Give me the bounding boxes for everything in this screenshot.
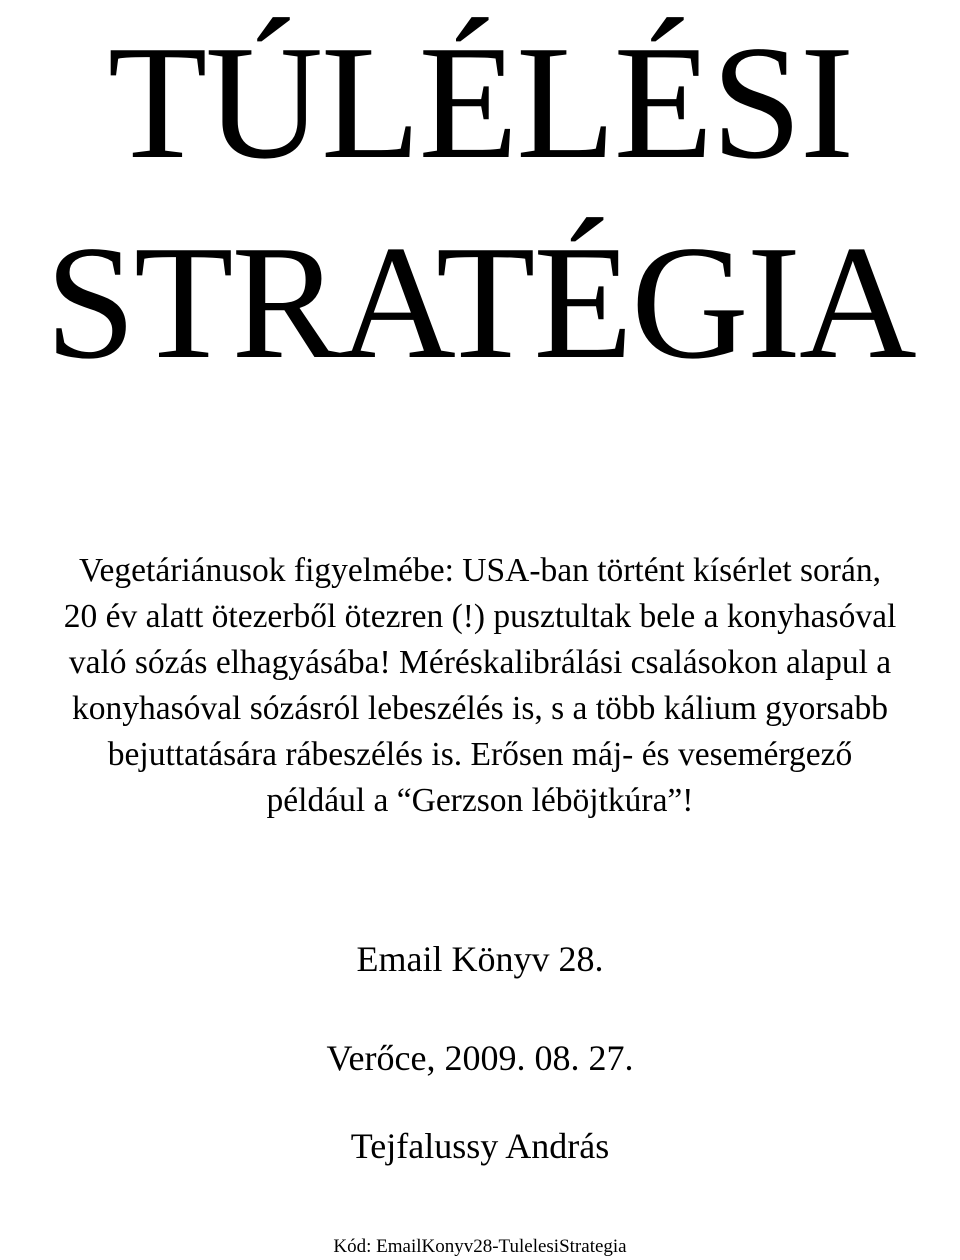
intro-line: bejuttatására rábeszélés is. Erősen máj- és vesemérgező — [107, 736, 853, 773]
intro-line: Vegetáriánusok figyelmébe: USA-ban történt kísérlet során, — [79, 552, 881, 589]
intro-line: például a “Gerzson léböjtkúra”! — [266, 782, 694, 819]
place-date: Verőce, 2009. 08. 27. — [326, 1038, 634, 1078]
intro-line: konyhasóval sózásról lebeszélés is, s a több kálium gyorsabb — [72, 690, 888, 727]
intro-line: való sózás elhagyásába! Méréskalibrálási csalásokon alapul a — [68, 644, 892, 681]
title-line-1: TÚLÉLÉSI — [107, 13, 853, 193]
book-label: Email Könyv 28. — [356, 939, 604, 979]
title-line-2: STRATÉGIA — [45, 213, 915, 393]
document-code: Kód: EmailKonyv28-TulelesiStrategia — [333, 1236, 627, 1257]
intro-paragraph — [0, 548, 960, 824]
author-name: Tejfalussy András — [350, 1126, 610, 1166]
intro-line: 20 év alatt ötezerből ötezren (!) pusztultak bele a konyhasóval — [63, 598, 897, 635]
